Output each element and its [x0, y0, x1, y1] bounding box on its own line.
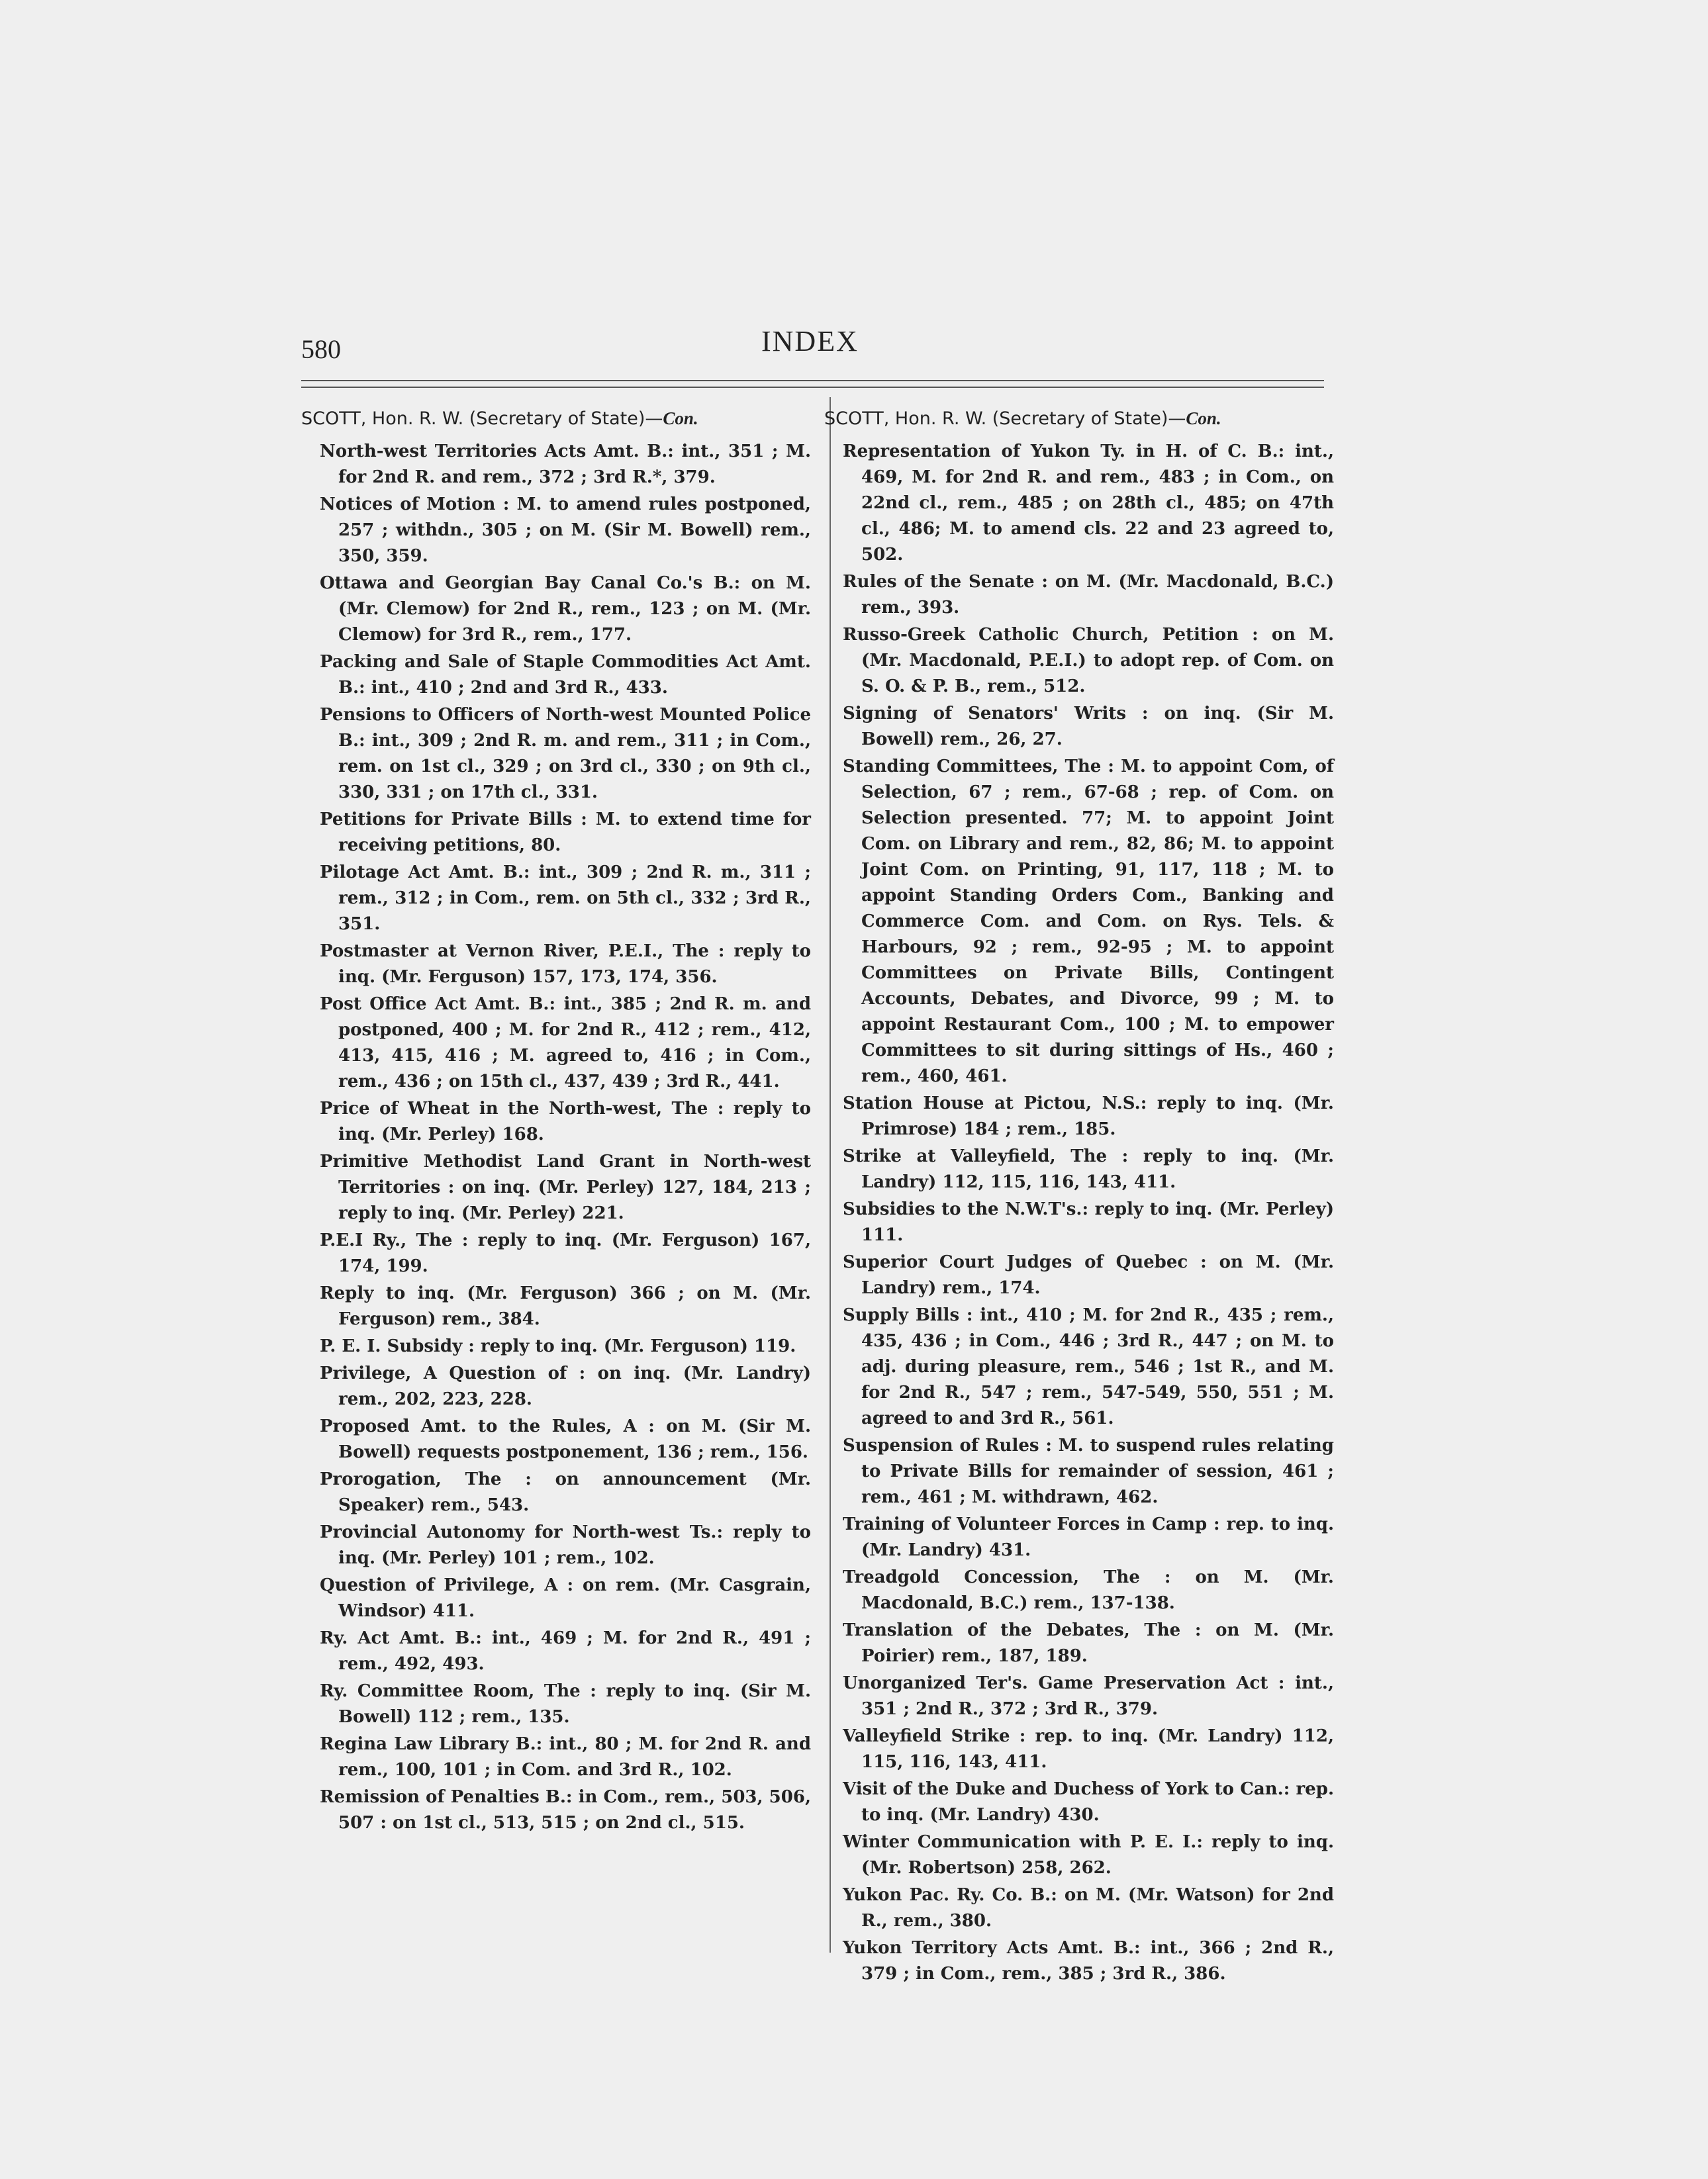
- index-entry: Unorganized Ter's. Game Preservation Act : int., 351 ; 2nd R., 372 ; 3rd R., 379.: [843, 1673, 1334, 1719]
- index-entry: Packing and Sale of Staple Commodities Act Amt. B.: int., 410 ; 2nd and 3rd R., 433.: [320, 652, 811, 698]
- index-entry: Winter Communication with P. E. I.: reply to inq. (Mr. Robertson) 258, 262.: [843, 1832, 1334, 1878]
- left-heading-con: Con.: [663, 408, 698, 428]
- index-entry: Representation of Yukon Ty. in H. of C. B.: int., 469, M. for 2nd R. and rem., 483 ; in Com., on 22nd cl., rem., 485 ; on 28th cl., 485; on 47th cl., 486; M. to amend cls. 22 and 23 agreed to, 502.: [843, 441, 1334, 565]
- index-entry: Training of Volunteer Forces in Camp : rep. to inq. (Mr. Landry) 431.: [843, 1514, 1334, 1560]
- index-entry: Petitions for Private Bills : M. to extend time for receiving petitions, 80.: [320, 810, 811, 855]
- index-entry: Remission of Penalties B.: in Com., rem., 503, 506, 507 : on 1st cl., 513, 515 ; on 2nd cl., 515.: [320, 1787, 811, 1833]
- right-heading-con: Con.: [1186, 408, 1221, 428]
- right-entry-list: [824, 439, 1334, 1987]
- index-entry: Primitive Methodist Land Grant in North-west Territories : on inq. (Mr. Perley) 127, 184, 213 ; reply to inq. (Mr. Perley) 221.: [320, 1152, 811, 1223]
- right-column: [824, 404, 1334, 1988]
- index-entry: Strike at Valleyfield, The : reply to inq. (Mr. Landry) 112, 115, 116, 143, 411.: [843, 1146, 1334, 1192]
- index-entry: Privilege, A Question of : on inq. (Mr. Landry) rem., 202, 223, 228.: [320, 1364, 811, 1409]
- index-entry: Signing of Senators' Writs : on inq. (Sir M. Bowell) rem., 26, 27.: [843, 704, 1334, 749]
- index-entry: Proposed Amt. to the Rules, A : on M. (Sir M. Bowell) requests postponement, 136 ; rem., 156.: [320, 1416, 811, 1462]
- index-entry: Superior Court Judges of Quebec : on M. (Mr. Landry) rem., 174.: [843, 1252, 1334, 1298]
- page-number: 580: [301, 334, 341, 364]
- index-entry: Question of Privilege, A : on rem. (Mr. Casgrain, Windsor) 411.: [320, 1575, 811, 1621]
- right-heading-text: SCOTT, Hon. R. W. (Secretary of State)—: [824, 408, 1186, 429]
- index-entry: Pensions to Officers of North-west Mounted Police B.: int., 309 ; 2nd R. m. and rem., 311 ; in Com., rem. on 1st cl., 329 ; on 3rd cl., 330 ; on 9th cl., 330, 331 ; on 17th cl., 331.: [320, 705, 811, 802]
- header-rule-bottom: [301, 387, 1324, 388]
- index-entry: Supply Bills : int., 410 ; M. for 2nd R., 435 ; rem., 435, 436 ; in Com., 446 ; 3rd R., 447 ; on M. to adj. during pleasure, rem., 546 ; 1st R., and M. for 2nd R., 547 ; rem., 547-549, 550, 551 ; M. agreed to and 3rd R., 561.: [843, 1305, 1334, 1428]
- index-entry: Translation of the Debates, The : on M. (Mr. Poirier) rem., 187, 189.: [843, 1620, 1334, 1666]
- index-entry: Treadgold Concession, The : on M. (Mr. Macdonald, B.C.) rem., 137-138.: [843, 1567, 1334, 1613]
- index-entry: Russo-Greek Catholic Church, Petition : on M. (Mr. Macdonald, P.E.I.) to adopt rep. of Com. on S. O. & P. B., rem., 512.: [843, 625, 1334, 696]
- index-entry: Post Office Act Amt. B.: int., 385 ; 2nd R. m. and postponed, 400 ; M. for 2nd R., 412 ; rem., 412, 413, 415, 416 ; M. agreed to, 416 ; in Com., rem., 436 ; on 15th cl., 437, 439 ; 3rd R., 441.: [320, 994, 811, 1091]
- index-entry: Yukon Territory Acts Amt. B.: int., 366 ; 2nd R., 379 ; in Com., rem., 385 ; 3rd R., 386.: [843, 1938, 1334, 1984]
- index-entry: Rules of the Senate : on M. (Mr. Macdonald, B.C.) rem., 393.: [843, 572, 1334, 618]
- index-entry: Reply to inq. (Mr. Ferguson) 366 ; on M. (Mr. Ferguson) rem., 384.: [320, 1283, 811, 1329]
- index-entry: Pilotage Act Amt. B.: int., 309 ; 2nd R. m., 311 ; rem., 312 ; in Com., rem. on 5th cl., 332 ; 3rd R., 351.: [320, 862, 811, 934]
- index-entry: Visit of the Duke and Duchess of York to Can.: rep. to inq. (Mr. Landry) 430.: [843, 1779, 1334, 1825]
- index-entry: Ottawa and Georgian Bay Canal Co.'s B.: on M. (Mr. Clemow) for 2nd R., rem., 123 ; on M. (Mr. Clemow) for 3rd R., rem., 177.: [320, 573, 811, 645]
- index-entry: Notices of Motion : M. to amend rules postponed, 257 ; withdn., 305 ; on M. (Sir M. Bowell) rem., 350, 359.: [320, 494, 811, 566]
- left-heading-text: SCOTT, Hon. R. W. (Secretary of State)—: [301, 408, 663, 429]
- index-entry: Ry. Act Amt. B.: int., 469 ; M. for 2nd R., 491 ; rem., 492, 493.: [320, 1628, 811, 1674]
- left-column: [301, 404, 811, 1837]
- index-entry: Price of Wheat in the North-west, The : reply to inq. (Mr. Perley) 168.: [320, 1099, 811, 1144]
- index-entry: Valleyfield Strike : rep. to inq. (Mr. Landry) 112, 115, 116, 143, 411.: [843, 1726, 1334, 1772]
- left-column-heading: [301, 404, 811, 434]
- index-entry: Standing Committees, The : M. to appoint Com, of Selection, 67 ; rem., 67-68 ; rep. of Com. on Selection presented. 77; M. to appoint Joint Com. on Library and rem., 82, 86; M. to appoint Joint Com. on Printing, 91, 117, 118 ; M. to appoint Standing Orders Com., Banking and Commerce Com. and Com. on Rys. Tels. & Harbours, 92 ; rem., 92-95 ; M. to appoint Committees on Private Bills, Contingent Accounts, Debates, and Divorce, 99 ; M. to appoint Restaurant Com., 100 ; M. to empower Committees to sit during sittings of Hs., 460 ; rem., 460, 461.: [843, 757, 1334, 1086]
- index-entry: P.E.I Ry., The : reply to inq. (Mr. Ferguson) 167, 174, 199.: [320, 1230, 811, 1276]
- left-entry-list: [301, 439, 811, 1836]
- right-column-heading: [824, 404, 1334, 434]
- index-entry: P. E. I. Subsidy : reply to inq. (Mr. Ferguson) 119.: [320, 1336, 796, 1356]
- page-title: INDEX: [761, 325, 859, 357]
- index-entry: Yukon Pac. Ry. Co. B.: on M. (Mr. Watson) for 2nd R., rem., 380.: [843, 1885, 1334, 1931]
- index-entry: Prorogation, The : on announcement (Mr. Speaker) rem., 543.: [320, 1469, 811, 1515]
- index-entry: North-west Territories Acts Amt. B.: int., 351 ; M. for 2nd R. and rem., 372 ; 3rd R.*, 379.: [320, 441, 811, 487]
- index-entry: Provincial Autonomy for North-west Ts.: reply to inq. (Mr. Perley) 101 ; rem., 102.: [320, 1522, 811, 1568]
- header-rule-top: [301, 380, 1324, 381]
- index-entry: Subsidies to the N.W.T's.: reply to inq. (Mr. Perley) 111.: [843, 1199, 1334, 1245]
- index-entry: Suspension of Rules : M. to suspend rules relating to Private Bills for remainder of session, 461 ; rem., 461 ; M. withdrawn, 462.: [843, 1436, 1334, 1507]
- index-entry: Regina Law Library B.: int., 80 ; M. for 2nd R. and rem., 100, 101 ; in Com. and 3rd R., 102.: [320, 1734, 811, 1780]
- index-entry: Postmaster at Vernon River, P.E.I., The : reply to inq. (Mr. Ferguson) 157, 173, 174, 356.: [320, 941, 811, 987]
- index-entry: Station House at Pictou, N.S.: reply to inq. (Mr. Primrose) 184 ; rem., 185.: [843, 1093, 1334, 1139]
- index-entry: Ry. Committee Room, The : reply to inq. (Sir M. Bowell) 112 ; rem., 135.: [320, 1681, 811, 1727]
